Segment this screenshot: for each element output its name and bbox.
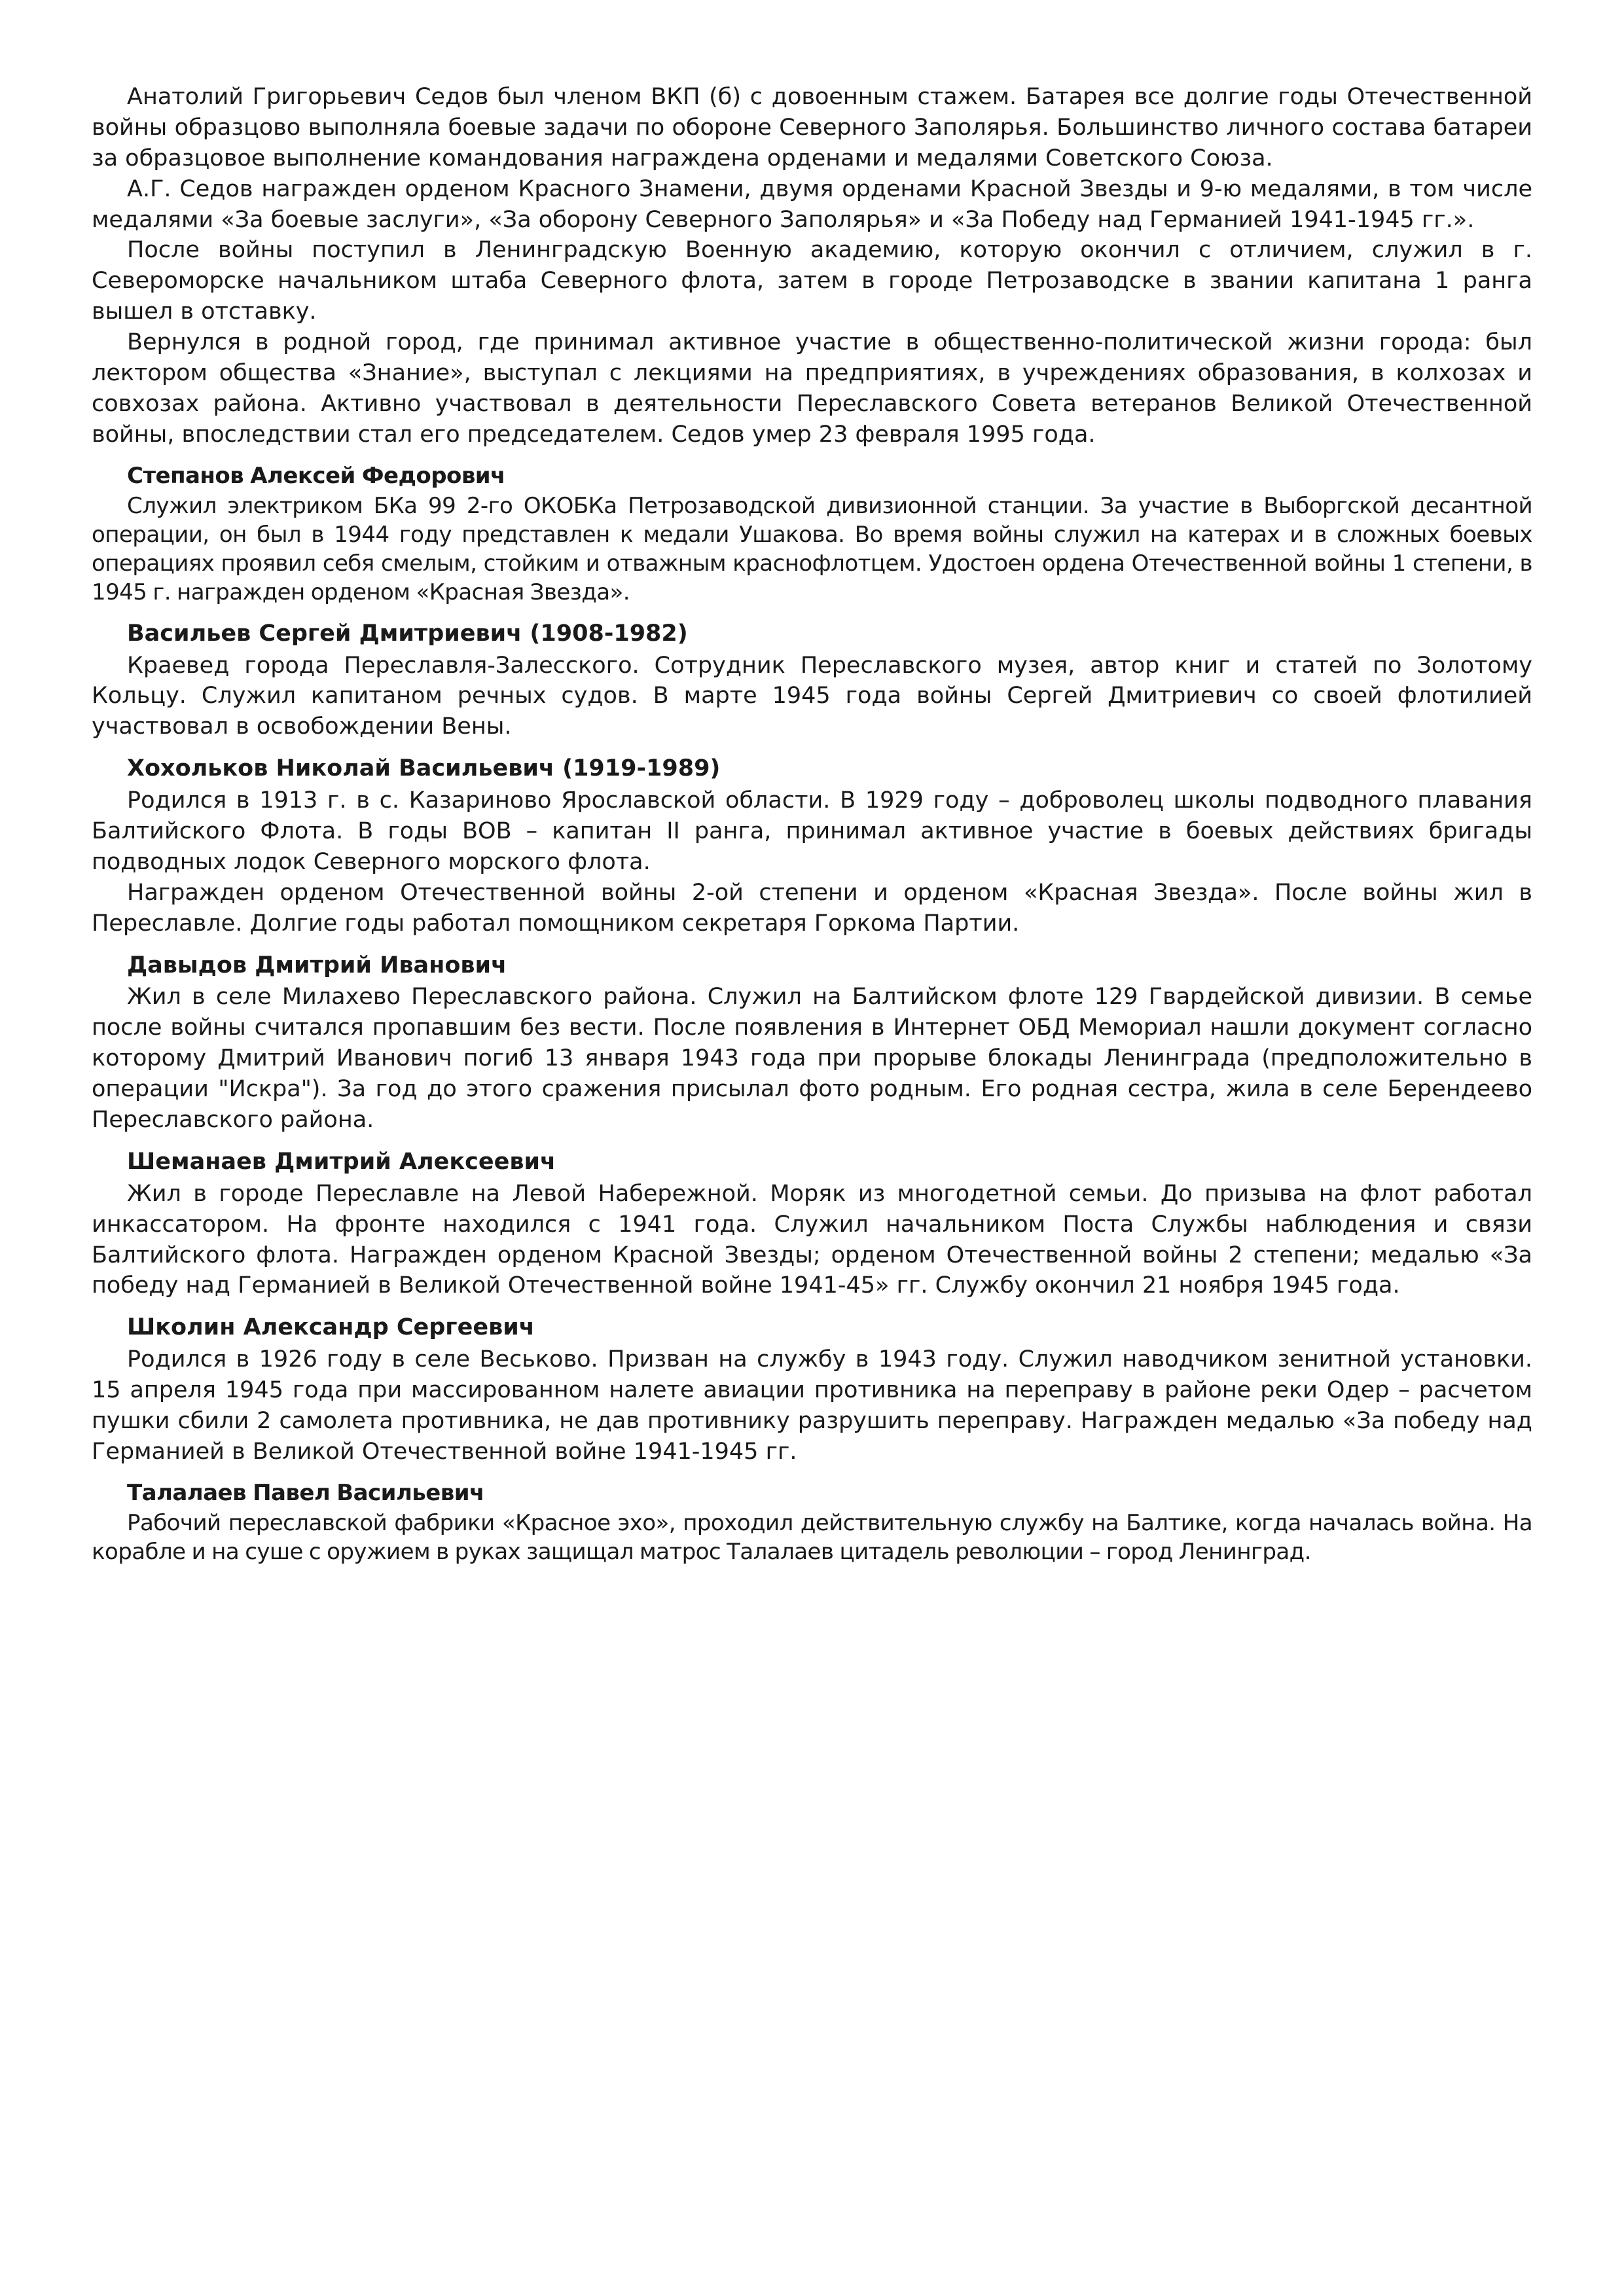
document-body (92, 82, 1532, 1566)
entry-name: Степанов Алексей Федорович (127, 462, 505, 489)
entry-section (92, 939, 1532, 1136)
entry-section (92, 1301, 1532, 1467)
entry-name: Васильев Сергей Дмитриевич (1908-1982) (127, 620, 688, 647)
entry-paragraph: Служил электриком БКа 99 2-го ОКОБКа Петрозаводской дивизионной станции. За участие в Выборгской десантной операции, он был в 1944 году представлен к медали Ушакова. Во время войны служил на катерах и в сложных боевых операциях проявил себя смелым, стойким и отважным краснофлотцем. Удостоен ордена Отечественной войны 1 степени, в 1945 г. награжден орденом «Красная Звезда». (92, 492, 1532, 606)
entry-name: Талалаев Павел Васильевич (127, 1479, 484, 1506)
entry-paragraph: Родился в 1926 году в селе Веськово. Призван на службу в 1943 году. Служил наводчиком зенитной установки. 15 апреля 1945 года при массированном налете авиации противника на переправу в районе реки Одер – расчетом пушки сбили 2 самолета противника, не дав противнику разрушить переправу. Награжден медалью «За победу над Германией в Великой Отечественной войне 1941-1945 гг. (92, 1346, 1532, 1465)
entry-paragraph: Жил в городе Переславле на Левой Набережной. Моряк из многодетной семьи. До призыва на флот работал инкассатором. На фронте находился с 1941 года. Служил начальником Поста Службы наблюдения и связи Балтийского флота. Награжден орденом Красной Звезды; орденом Отечественной войны 2 степени; медалью «За победу над Германией в Великой Отечественной войне 1941-45» гг. Службу окончил 21 ноября 1945 года. (92, 1180, 1532, 1299)
entry-section (92, 607, 1532, 743)
intro-paragraph: Анатолий Григорьевич Седов был членом ВКП (б) с довоенным стажем. Батарея все долгие годы Отечественной войны образцово выполняла боевые задачи по обороне Северного Заполярья. Большинство личного состава батареи за образцовое выполнение командования награждена орденами и медалями Советского Союза. (92, 84, 1532, 171)
entry-name: Хохольков Николай Васильевич (1919-1989) (127, 755, 721, 782)
entry-paragraph: Жил в селе Милахево Переславского района. Служил на Балтийском флоте 129 Гвардейской дивизии. В семье после войны считался пропавшим без вести. После появления в Интернет ОБД Мемориал нашли документ согласно которому Дмитрий Иванович погиб 13 января 1943 года при прорыве блокады Ленинграда (предположительно в операции "Искра"). За год до этого сражения присылал фото родным. Его родная сестра, жила в селе Берендеево Переславского района. (92, 984, 1532, 1133)
entry-paragraph: Краевед города Переславля-Залесского. Сотрудник Переславского музея, автор книг и статей по Золотому Кольцу. Служил капитаном речных судов. В марте 1945 года войны Сергей Дмитриевич со своей флотилией участвовал в освобождении Вены. (92, 652, 1532, 740)
entry-section (92, 1136, 1532, 1301)
intro-paragraph: А.Г. Седов награжден орденом Красного Знамени, двумя орденами Красной Звезды и 9-ю медалями, в том числе медалями «За боевые заслуги», «За оборону Северного Заполярья» и «За Победу над Германией 1941-1945 гг.». (92, 175, 1532, 233)
entry-name: Шеманаев Дмитрий Алексеевич (127, 1148, 556, 1175)
entry-name: Давыдов Дмитрий Иванович (127, 952, 507, 978)
entry-section (92, 742, 1532, 939)
intro-paragraph: Вернулся в родной город, где принимал активное участие в общественно-политической жизни города: был лектором общества «Знание», выступал с лекциями на предприятиях, в учреждениях образования, в колхозах и совхозах района. Активно участвовал в деятельности Переславского Совета ветеранов Великой Отечественной войны, впоследствии стал его председателем. Седов умер 23 февраля 1995 года. (92, 329, 1532, 448)
entry-paragraph: Родился в 1913 г. в с. Казариново Ярославской области. В 1929 году – доброволец школы подводного плавания Балтийского Флота. В годы ВОВ – капитан II ранга, принимал активное участие в боевых действиях бригады подводных лодок Северного морского флота. (92, 787, 1532, 875)
entry-paragraph: Рабочий переславской фабрики «Красное эхо», проходил действительную службу на Балтике, когда началась война. На корабле и на суше с оружием в руках защищал матрос Талалаев цитадель революции – город Ленинград. (92, 1509, 1532, 1566)
entry-section (92, 1467, 1532, 1567)
entry-name: Школин Александр Сергеевич (127, 1314, 535, 1341)
entry-paragraph: Награжден орденом Отечественной войны 2-ой степени и орденом «Красная Звезда». После войны жил в Переславле. Долгие годы работал помощником секретаря Горкома Партии. (92, 879, 1532, 937)
entry-section (92, 450, 1532, 607)
intro-paragraph: После войны поступил в Ленинградскую Военную академию, которую окончил с отличием, служил в г. Североморске начальником штаба Северного флота, затем в городе Петрозаводске в звании капитана 1 ранга вышел в отставку. (92, 237, 1532, 325)
